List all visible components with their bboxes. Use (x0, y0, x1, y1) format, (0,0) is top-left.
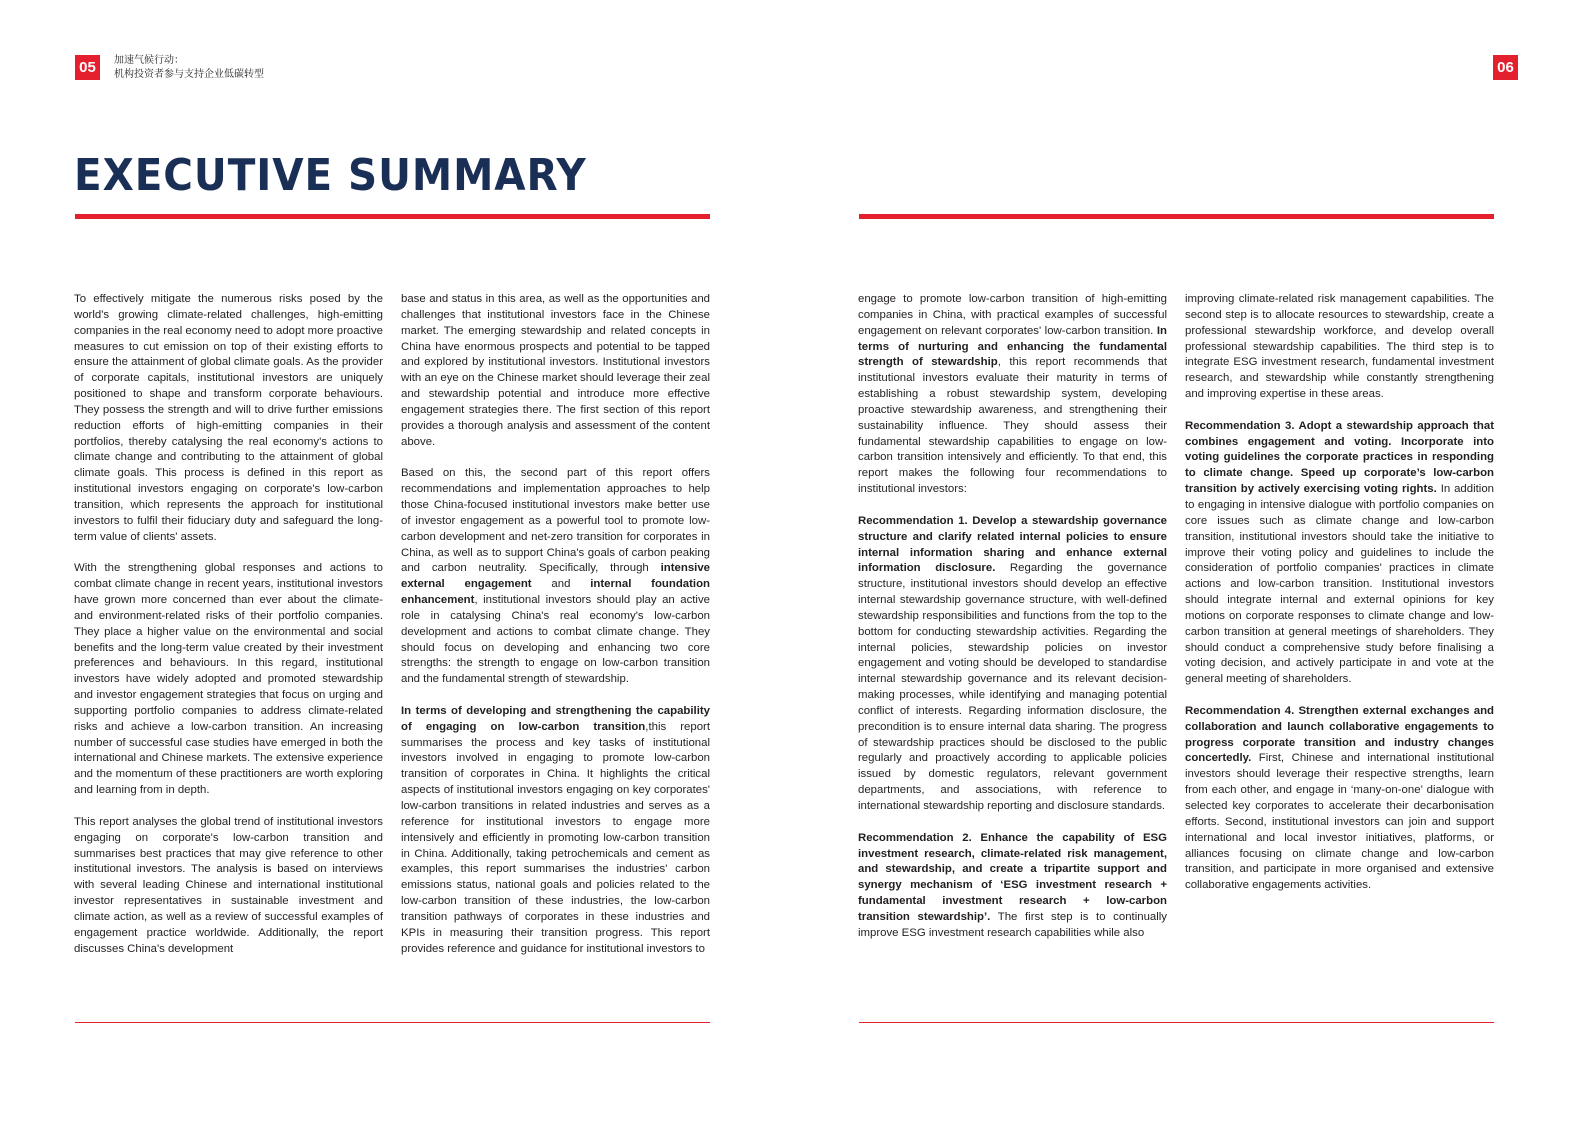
paragraph (401, 466, 710, 688)
recommendation-heading: Recommendation 3. Adopt a stewardship approach that combines engagement and voting. Incorporate into voting guidelines the corporate practices in responding to climate change. Speed up corporate’s low-carbon transition by actively exercising voting rights. (1185, 419, 1494, 496)
recommendation-1 (858, 514, 1167, 815)
paragraph (858, 292, 1167, 498)
emphasis-text: In terms of developing and strengthening the capability of engaging on low-carbon transition (401, 704, 710, 733)
recommendation-4 (1185, 704, 1494, 894)
paragraph-text: In addition to engaging in intensive dialogue with portfolio companies on core issues such as climate change and low-carbon transition, institutional investors should take the initiative to improve their voting policy and guidelines to include the consideration of portfolio companies' practices in climate actions and low-carbon transition. Institutional investors should integrate internal and external opinions for key motions on corporate responses to climate change and low-carbon transition at general meetings of shareholders. They should conduct a comprehensive study before finalising a voting decision, and actively participate in and vote at the general meeting of shareholders. (1185, 483, 1494, 686)
recommendation-heading: Recommendation 1. Develop a stewardship governance structure and clarify related internal policies to ensure internal information sharing and enhance external information disclosure. (858, 514, 1167, 575)
title-divider-right (859, 214, 1494, 219)
recommendation-3 (1185, 419, 1494, 688)
recommendation-heading: Recommendation 2. Enhance the capability of ESG investment research, climate-related risk management, and stewardship, and create a tripartite support and synergy mechanism of ‘ESG investment research + fundamental investment research + low-carbon transition stewardship’. (858, 831, 1167, 923)
text-column-3 (858, 292, 1167, 942)
paragraph-text: and (531, 578, 591, 591)
paragraph-text: ,this report summarises the process and key tasks of institutional investors involved in engaging to promote low-carbon transition of corporates in China. It highlights the critical aspects of institutional investors engaging on key corporates' low-carbon transitions in related industries and serves as a reference for institutional investors to engage more intensively and efficiently in promoting low-carbon transition in China. Additionally, taking petrochemicals and cement as examples, this report summarises the industries' carbon emissions status, national goals and policies related to the low-carbon transition of these industries, the low-carbon transition pathways of corporates in these industries and KPIs in measuring their transition progress. This report provides reference and guidance for institutional investors to (401, 720, 711, 955)
page-number-right: 06 (1493, 55, 1518, 80)
page-number-left: 05 (75, 55, 100, 80)
paragraph-text: , institutional investors should play an active role in catalysing China's real economy's low-carbon development and actions to combat climate change. They should focus on developing and enhancing two core strengths: the strength to engage on low-carbon transition and the fundamental strength of stewardship. (401, 594, 710, 686)
paragraph: improving climate-related risk management capabilities. The second step is to allocate resources to stewardship, create a professional stewardship workforce, and develop overall professional stewardship capabilities. The third step is to integrate ESG investment research, fundamental investment research, and stewardship while constantly strengthening and improving expertise in these areas. (1185, 293, 1494, 401)
text-column-2 (401, 292, 710, 957)
running-header-line-1: 加速气候行动： (114, 55, 184, 66)
running-header (114, 54, 264, 82)
text-column-4 (1185, 292, 1494, 894)
footer-divider-right (859, 1022, 1494, 1023)
emphasis-text: internal foundation enhancement (401, 578, 710, 607)
title-divider-left (75, 214, 710, 219)
paragraph-text: Regarding the governance structure, institutional investors should develop an effective internal stewardship governance structure, with well-defined stewardship responsibilities and functions from the top to the bottom for conducting stewardship activities. Regarding the internal policies, stewardship policies on investor engagement and voting should be developed to standardise internal stewardship governance and its relevant decision-making processes, while identifying and managing potential conflict of interests. Regarding information disclosure, the precondition is to ensure internal data sharing. The progress of stewardship practices should be disclosed to the public regularly and proactively according to applicable policies issued by domestic regulators, relevant government departments, and associations, with reference to international stewardship reporting and disclosure standards. (858, 562, 1167, 812)
paragraph-text: The first step is to continually improve ESG investment research capabilities while also (858, 910, 1167, 939)
recommendation-heading: Recommendation 4. Strengthen external exchanges and collaboration and launch collaborative engagements to progress corporate transition and industry changes concertedly. (1185, 704, 1494, 765)
emphasis-text: intensive external engagement (401, 562, 710, 591)
paragraph: base and status in this area, as well as the opportunities and challenges that institutional investors face in the Chinese market. The emerging stewardship and related concepts in China have enormous prospects and potential to be tapped and explored by institutional investors. Institutional investors with an eye on the Chinese market should leverage their zeal and stewardship potential and introduce more effective engagement strategies there. The first section of this report provides a thorough analysis and assessment of the content above. (401, 293, 710, 448)
paragraph: To effectively mitigate the numerous risks posed by the world's growing climate-related challenges, high-emitting companies in the real economy need to adopt more proactive measures to cut emission on top of their existing efforts to ensure the attainment of global climate goals. As the provider of corporate capitals, institutional investors are uniquely positioned to shape and transform corporate behaviours. They possess the strength and will to drive further emissions reduction efforts of high-emitting companies in their portfolios, thereby catalysing the real economy's actions to climate change and contributing to the attainment of global climate goals. This process is defined in this report as institutional investors engaging on corporate's low-carbon transition, which represents the approach for institutional investors to fulfil their fiduciary duty and safeguard the long-term value of clients' assets. (74, 293, 383, 543)
text-column-1 (74, 292, 383, 957)
paragraph (401, 704, 710, 958)
paragraph: With the strengthening global responses and actions to combat climate change in recent years, institutional investors have grown more concerned than ever about the climate- and environment-related risks of their portfolio companies. They place a higher value on the environmental and social benefits and the long-term value created by their investment preferences and behaviours. In this regard, institutional investors have widely adopted and promoted stewardship and investor engagement strategies that focus on urging and supporting portfolio companies to address climate-related risks and achieve a low-carbon transition. An increasing number of successful case studies have emerged in both the international and Chinese markets. The extensive experience and the momentum of these practitioners are worth exploring and learning from in depth. (74, 562, 383, 797)
paragraph-text: Based on this, the second part of this report offers recommendations and implementation approaches to help those China-focused institutional investors make better use of investor engagement as a powerful tool to promote low-carbon development and net-zero transition for corporates in China, as well as to support China's goals of carbon peaking and carbon neutrality. Specifically, through (401, 467, 710, 575)
running-header-line-2: 机构投资者参与支持企业低碳转型 (114, 69, 264, 80)
page-title: EXECUTIVE SUMMARY (74, 150, 587, 201)
recommendation-2 (858, 831, 1167, 942)
paragraph: This report analyses the global trend of institutional investors engaging on corporate's low-carbon transition and summarises best practices that may give reference to other institutional investors. The analysis is based on interviews with several leading Chinese and international institutional investor representatives in sustainable investment and climate action, as well as a review of successful examples of engagement practice worldwide. Additionally, the report discusses China's development (74, 815, 383, 955)
footer-divider-left (75, 1022, 710, 1023)
emphasis-text: In terms of nurturing and enhancing the fundamental strength of stewardship (858, 324, 1167, 369)
paragraph-text: First, Chinese and international institutional investors should leverage their respective strengths, learn from each other, and engage in ‘many-on-one’ dialogue with selected key corporates to accelerate their decarbonisation efforts. Second, institutional investors can join and support international and local investor initiatives, platforms, or alliances focusing on climate change and low-carbon transition, and participate in more organised and extensive collaborative engagements activities. (1185, 752, 1494, 892)
paragraph-text: engage to promote low-carbon transition of high-emitting companies in China, with practical examples of successful engagement on relevant corporates' low-carbon transition. (858, 293, 1167, 337)
paragraph-text: , this report recommends that institutional investors evaluate their maturity in terms of establishing a robust stewardship system, developing proactive stewardship awareness, and strengthening their sustainability influence. They should assess their fundamental stewardship capabilities to engage on low-carbon transition intensively and efficiently. To that end, this report makes the following four recommendations to institutional investors: (858, 356, 1168, 496)
